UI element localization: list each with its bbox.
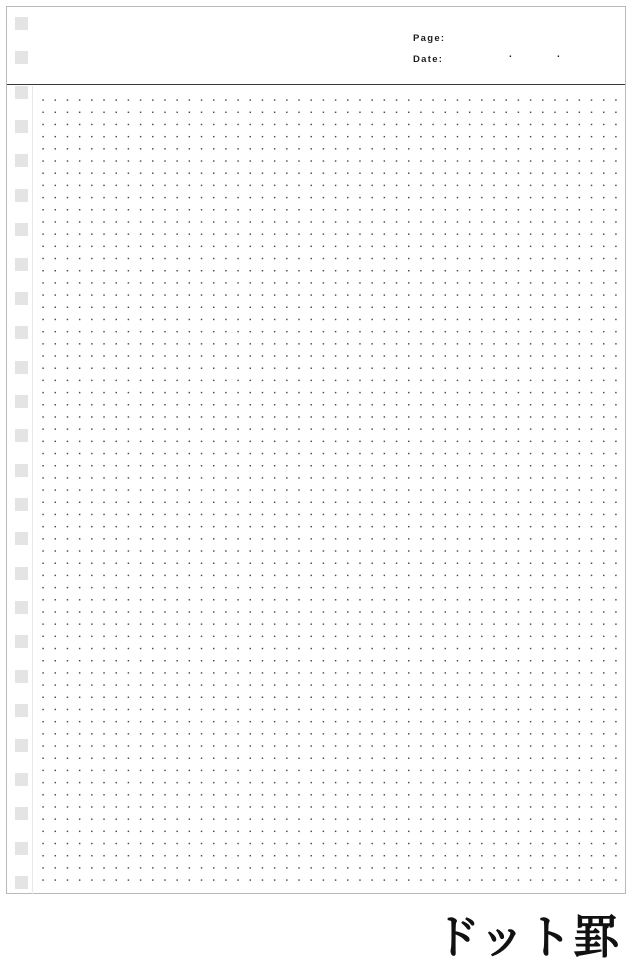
punch-hole	[15, 292, 28, 305]
dot-grid-area[interactable]	[33, 86, 626, 894]
date-field-row	[413, 50, 603, 71]
punch-hole	[15, 17, 28, 30]
punch-hole	[15, 361, 28, 374]
page-field-input[interactable]	[461, 29, 603, 41]
punch-hole	[15, 464, 28, 477]
date-field-label: Date:	[413, 54, 444, 65]
punch-hole	[15, 154, 28, 167]
notebook-sheet	[6, 6, 626, 894]
punch-hole	[15, 120, 28, 133]
page-field-row	[413, 29, 603, 50]
punch-hole	[15, 567, 28, 580]
punch-hole	[15, 258, 28, 271]
punch-hole	[15, 739, 28, 752]
punch-hole	[15, 601, 28, 614]
punch-hole-column	[15, 17, 29, 889]
punch-hole	[15, 704, 28, 717]
date-separator-dot-2: .	[557, 49, 562, 60]
dot-grid	[37, 94, 623, 890]
punch-hole	[15, 842, 28, 855]
header-zone	[7, 7, 625, 85]
punch-hole	[15, 86, 28, 99]
punch-hole	[15, 395, 28, 408]
punch-hole	[15, 773, 28, 786]
punch-hole	[15, 876, 28, 889]
punch-hole	[15, 498, 28, 511]
punch-hole	[15, 429, 28, 442]
header-fields	[413, 29, 603, 71]
punch-hole	[15, 807, 28, 820]
date-separator-dot-1: .	[509, 49, 514, 60]
punch-hole	[15, 670, 28, 683]
punch-hole	[15, 532, 28, 545]
date-field-input[interactable]	[461, 50, 603, 62]
page-field-label: Page:	[413, 33, 446, 44]
punch-hole	[15, 223, 28, 236]
punch-hole	[15, 635, 28, 648]
punch-hole	[15, 51, 28, 64]
ruling-type-label: ドット罫	[433, 910, 620, 964]
punch-hole	[15, 326, 28, 339]
punch-hole	[15, 189, 28, 202]
